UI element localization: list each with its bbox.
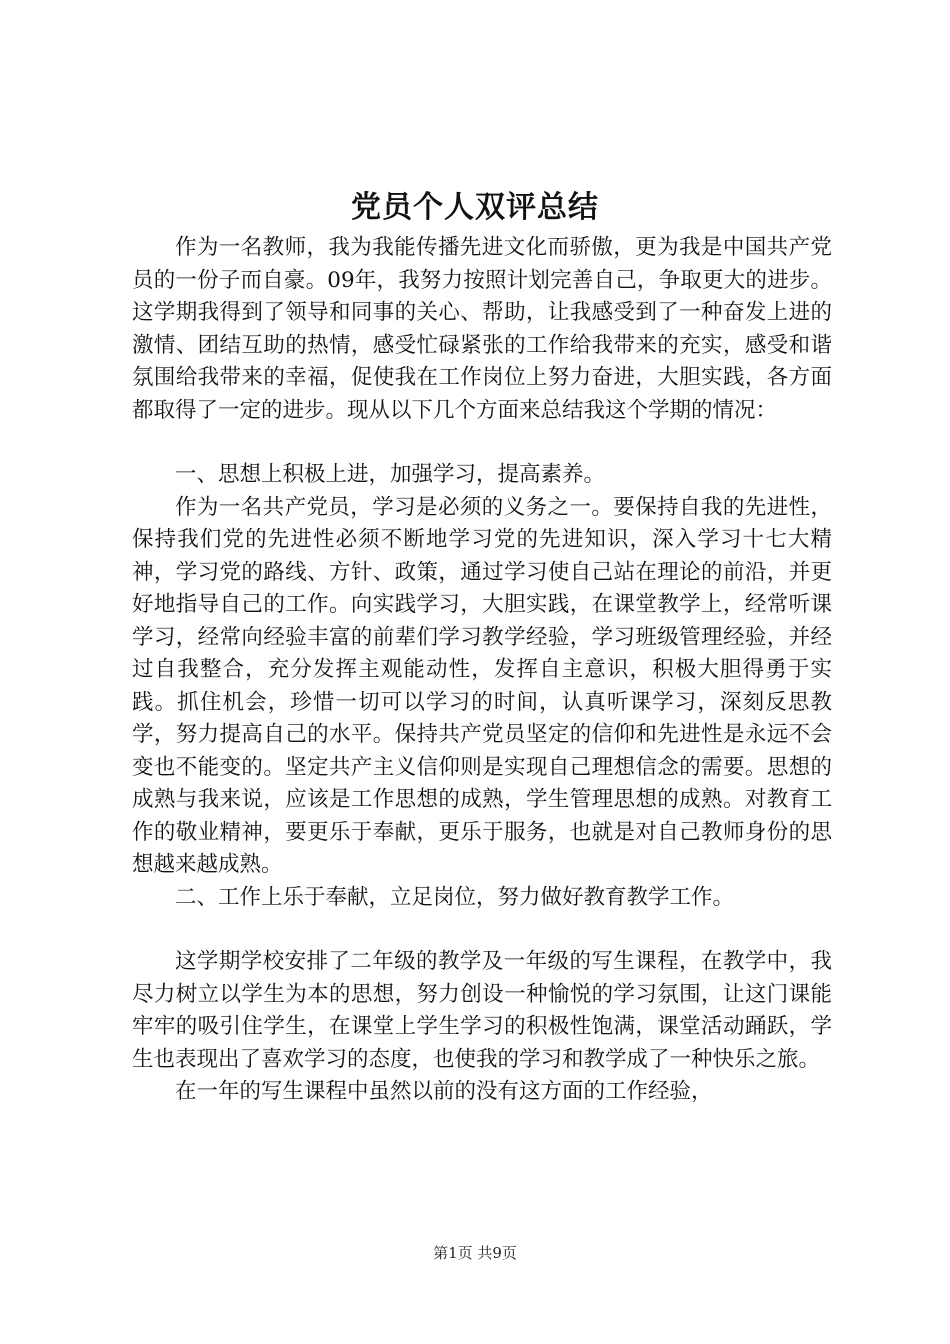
paragraph-gap: [132, 914, 832, 946]
document-title: 党员个人双评总结: [351, 190, 599, 225]
page-number-footer: 第1页 共9页: [433, 1244, 517, 1262]
intro-paragraph: 作为一名教师，我为我能传播先进文化而骄傲，更为我是中国共产党员的一份子而自豪。09年，我努力按照计划完善自己，争取更大的进步。这学期我得到了领导和同事的关心、帮助，让我感受到了一种奋发上进的激情、团结互助的热情，感受忙碌紧张的工作给我带来的充实，感受和谐氛围给我带来的幸福，促使我在工作岗位上努力奋进，大胆实践，各方面都取得了一定的进步。现从以下几个方面来总结我这个学期的情况：: [132, 235, 832, 423]
section-1-paragraph: 作为一名共产党员，学习是必须的义务之一。要保持自我的先进性，保持我们党的先进性必须不断地学习党的先进知识，深入学习十七大精神，学习党的路线、方针、政策，通过学习使自己站在理论的前沿，并更好地指导自己的工作。向实践学习，大胆实践，在课堂教学上，经常听课学习，经常向经验丰富的前辈们学习教学经验，学习班级管理经验，并经过自我整合，充分发挥主观能动性，发挥自主意识，积极大胆得勇于实践。抓住机会，珍惜一切可以学习的时间，认真听课学习，深刻反思教学，努力提高自己的水平。保持共产党员坚定的信仰和先进性是永远不会变也不能变的。坚定共产主义信仰则是实现自己理想信念的需要。思想的成熟与我来说，应该是工作思想的成熟，学生管理思想的成熟。对教育工作的敬业精神，要更乐于奉献，更乐于服务，也就是对自己教师身份的思想越来越成熟。: [132, 494, 832, 877]
section-2-paragraph-continued: 在一年的写生课程中虽然以前的没有这方面的工作经验，: [175, 1079, 713, 1104]
section-2-paragraph: 这学期学校安排了二年级的教学及一年级的写生课程，在教学中，我尽力树立以学生为本的思想，努力创设一种愉悦的学习氛围，让这门课能牢牢的吸引住学生，在课堂上学生学习的积极性饱满，课堂活动踊跃，学生也表现出了喜欢学习的态度，也使我的学习和教学成了一种快乐之旅。: [132, 949, 832, 1072]
section-heading-2: 二、工作上乐于奉献，立足岗位，努力做好教育教学工作。: [175, 884, 735, 910]
paragraph-gap: [132, 427, 832, 459]
section-heading-1: 一、思想上积极上进，加强学习，提高素养。: [175, 462, 606, 487]
document-body: [132, 232, 832, 1109]
